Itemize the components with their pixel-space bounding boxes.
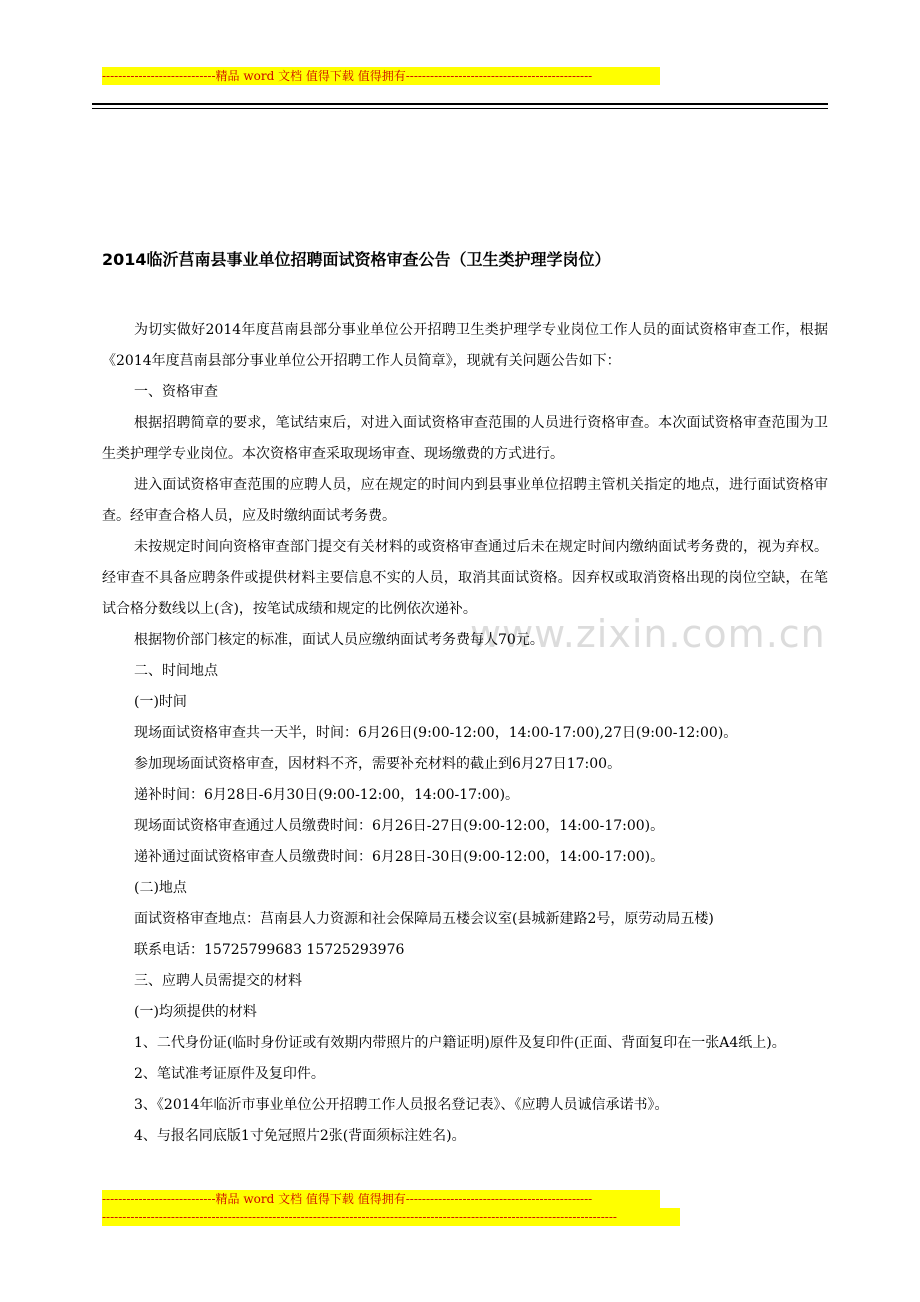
paragraph: 参加现场面试资格审查，因材料不齐，需要补充材料的截止到6月27日17:00。 <box>134 756 622 772</box>
paragraph: 根据招聘简章的要求，笔试结束后，对进入面试资格审查范围的人员进行资格审查。本次面试资格审查范围为卫生类护理学专业岗位。本次资格审查采取现场审查、现场缴费的方式进行。 <box>102 415 828 462</box>
list-item: 3、《2014年临沂市事业单位公开招聘工作人员报名登记表》、《应聘人员诚信承诺书》。 <box>134 1097 669 1113</box>
document-body <box>102 315 828 1152</box>
section-heading: 三、应聘人员需提交的材料 <box>134 973 302 989</box>
paragraph: 现场面试资格审查通过人员缴费时间：6月26日-27日(9:00-12:00，14:00-17:00)。 <box>134 818 665 834</box>
paragraph: 递补通过面试资格审查人员缴费时间：6月28日-30日(9:00-12:00，14:00-17:00)。 <box>134 849 665 865</box>
section-heading: 二、时间地点 <box>134 663 218 679</box>
header-banner: ----------------------------精品 word 文档 值得下载 值得拥有---------------------------------------------- <box>102 67 660 85</box>
header-divider <box>92 103 828 109</box>
paragraph: 递补时间：6月28日-6月30日(9:00-12:00，14:00-17:00)。 <box>134 787 520 803</box>
subsection-heading: (一)时间 <box>134 694 187 710</box>
footer-divider-banner: ------------------------------------------------------------------------------------------------------------------------------- <box>102 1208 680 1226</box>
list-item: 1、二代身份证(临时身份证或有效期内带照片的户籍证明)原件及复印件(正面、背面复印在一张A4纸上)。 <box>134 1035 786 1051</box>
list-item: 2、笔试准考证原件及复印件。 <box>134 1066 325 1082</box>
document-title: 2014临沂莒南县事业单位招聘面试资格审查公告（卫生类护理学岗位） <box>102 250 611 269</box>
paragraph: 现场面试资格审查共一天半，时间：6月26日(9:00-12:00，14:00-17:00),27日(9:00-12:00)。 <box>134 725 738 741</box>
footer-banner: ----------------------------精品 word 文档 值得下载 值得拥有---------------------------------------------- <box>102 1190 660 1208</box>
subsection-heading: (一)均须提供的材料 <box>134 1004 257 1020</box>
paragraph: 面试资格审查地点：莒南县人力资源和社会保障局五楼会议室(县城新建路2号，原劳动局五楼) <box>134 911 714 927</box>
list-item: 4、与报名同底版1寸免冠照片2张(背面须标注姓名)。 <box>134 1128 466 1144</box>
paragraph: 联系电话：15725799683 15725293976 <box>134 942 405 958</box>
paragraph: 为切实做好2014年度莒南县部分事业单位公开招聘卫生类护理学专业岗位工作人员的面试资格审查工作，根据《2014年度莒南县部分事业单位公开招聘工作人员简章》，现就有关问题公告如下： <box>102 322 828 369</box>
section-heading: 一、资格审查 <box>134 384 218 400</box>
paragraph: 未按规定时间向资格审查部门提交有关材料的或资格审查通过后未在规定时间内缴纳面试考务费的，视为弃权。经审查不具备应聘条件或提供材料主要信息不实的人员，取消其面试资格。因弃权或取消资格出现的岗位空缺，在笔试合格分数线以上(含)，按笔试成绩和规定的比例依次递补。 <box>102 539 828 617</box>
watermark: www.zixin.com.cn <box>470 612 826 656</box>
subsection-heading: (二)地点 <box>134 880 187 896</box>
paragraph: 根据物价部门核定的标准，面试人员应缴纳面试考务费每人70元。 <box>134 632 544 648</box>
paragraph: 进入面试资格审查范围的应聘人员，应在规定的时间内到县事业单位招聘主管机关指定的地点，进行面试资格审查。经审查合格人员，应及时缴纳面试考务费。 <box>102 477 828 524</box>
